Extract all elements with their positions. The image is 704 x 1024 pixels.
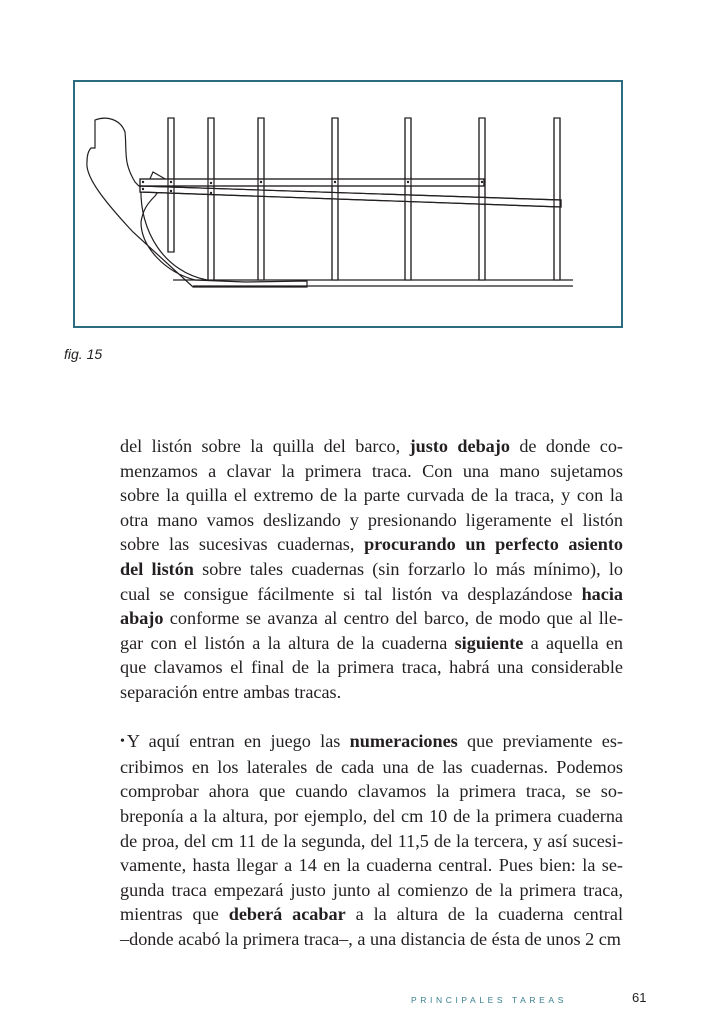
- text-run: comprobar ahora que cuando clavamos la primera traca, se so-: [120, 781, 623, 802]
- nail-dot: [210, 192, 212, 194]
- paragraph-1: [120, 434, 623, 705]
- text-run: gunda traca empezará justo junto al comienzo de la primera traca,: [120, 879, 623, 900]
- text-run: sobre las sucesivas cuadernas,: [120, 534, 365, 555]
- text-run: que previamente es-: [457, 731, 623, 752]
- bold-phrase: procurando un perfecto asiento: [364, 534, 623, 555]
- figure-frame: [73, 80, 623, 328]
- nail-dot: [170, 190, 172, 192]
- text-run: cual se consigue fácilmente si tal listón va desplazándose: [120, 583, 582, 604]
- text-run: de donde co-: [509, 436, 623, 456]
- nail-dot: [142, 181, 144, 183]
- text-run: sobre tales cuadernas (sin forzarlo lo más mínimo), lo: [193, 558, 623, 579]
- nail-dot: [170, 181, 172, 183]
- text-run: que clavamos el final de la primera traca, habrá una considerable: [120, 657, 623, 678]
- bold-phrase: abajo: [120, 608, 164, 629]
- text-run: separación entre ambas tracas.: [120, 681, 342, 702]
- text-line: [120, 508, 623, 533]
- text-line: [120, 729, 623, 755]
- text-line: [120, 459, 623, 484]
- text-line: [120, 434, 623, 459]
- text-line: [120, 557, 623, 582]
- text-line: [120, 829, 623, 854]
- nail-dot: [481, 181, 483, 183]
- text-run: gar con el listón a la altura de la cuaderna: [120, 632, 455, 653]
- bold-phrase: justo debajo: [409, 436, 510, 456]
- text-run: a la altura de la cuaderna central: [345, 904, 623, 925]
- nail-dot: [407, 181, 409, 183]
- nail-dot: [142, 188, 144, 190]
- text-run: del listón sobre la quilla del barco,: [120, 436, 410, 456]
- page-number: 61: [632, 990, 647, 1005]
- text-run: menzamos a clavar la primera traca. Con una mano sujetamos: [120, 460, 623, 481]
- text-line: [120, 582, 623, 607]
- text-run: mientras que: [120, 904, 229, 925]
- text-line: [120, 902, 623, 927]
- text-line: [120, 606, 623, 631]
- text-line: [120, 755, 623, 780]
- bold-phrase: numeraciones: [349, 731, 458, 752]
- bold-phrase: hacia: [581, 583, 623, 604]
- text-line: [120, 680, 623, 705]
- text-run: breponía a la altura, por ejemplo, del cm 10 de la primera cuaderna: [120, 805, 623, 826]
- text-run: conforme se avanza al centro del barco, de modo que al lle-: [163, 608, 623, 629]
- text-line: [120, 927, 623, 952]
- nail-dot: [260, 181, 262, 183]
- text-line: [120, 483, 623, 508]
- text-run: otra mano vamos deslizando y presionando ligeramente el listón: [120, 509, 623, 530]
- text-run: Y aquí entran en juego las: [126, 731, 350, 752]
- body-text: [120, 434, 623, 951]
- bold-phrase: siguiente: [454, 632, 524, 653]
- text-run: a aquella en: [523, 632, 623, 653]
- text-line: [120, 804, 623, 829]
- running-footer-section: PRINCIPALES TAREAS: [411, 995, 567, 1005]
- text-line: [120, 631, 623, 656]
- text-run: de proa, del cm 11 de la segunda, del 11,5 de la tercera, y así sucesi-: [120, 830, 623, 851]
- text-run: cribimos en los laterales de cada una de las cuadernas. Podemos: [120, 756, 623, 777]
- frame-rib: [208, 118, 214, 280]
- frame-rib: [258, 118, 264, 280]
- text-line: [120, 532, 623, 557]
- frame-rib: [554, 118, 560, 280]
- batten-plank: [140, 186, 561, 207]
- bold-phrase: del listón: [120, 558, 194, 579]
- text-line: [120, 655, 623, 680]
- text-run: vamente, hasta llegar a 14 en la cuaderna central. Pues bien: la se-: [120, 855, 623, 876]
- text-line: [120, 878, 623, 903]
- paragraph-2: [120, 729, 623, 951]
- first-plank: [140, 179, 484, 186]
- nail-dot: [334, 181, 336, 183]
- bullet-icon: •: [120, 734, 125, 750]
- text-line: [120, 779, 623, 804]
- text-line: [120, 853, 623, 878]
- figure-caption: fig. 15: [64, 346, 103, 362]
- bold-phrase: deberá acabar: [228, 904, 346, 925]
- text-run: –donde acabó la primera traca–, a una distancia de ésta de unos 2 cm: [120, 928, 621, 949]
- nail-dot: [210, 182, 212, 184]
- text-run: sobre la quilla el extremo de la parte curvada de la traca, y con la: [120, 485, 623, 506]
